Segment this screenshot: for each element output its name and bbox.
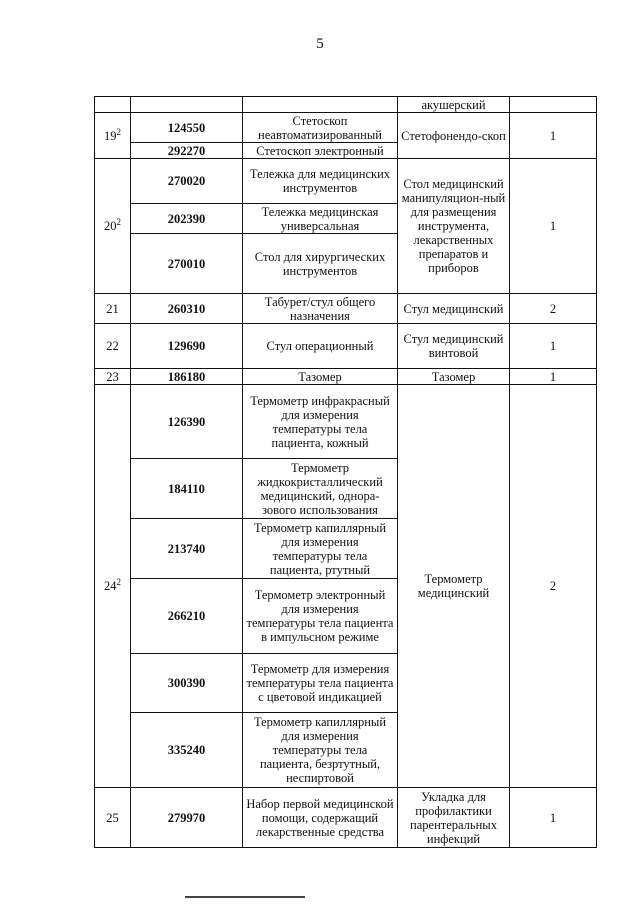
quantity: 2 [510, 385, 597, 788]
table-row [95, 788, 597, 848]
quantity: 1 [510, 159, 597, 294]
quantity: 1 [510, 324, 597, 369]
row-number: $24^2$ [95, 385, 131, 788]
row-number [95, 97, 131, 113]
equipment-type: Тазомер [398, 369, 510, 385]
table-row [95, 385, 597, 459]
row-number: $19^2$ [95, 113, 131, 159]
table-row [95, 294, 597, 324]
item-name: Термометр капиллярный для измерения температуры тела пациента, ртутный [243, 519, 398, 579]
equipment-type: Термометр медицинский [398, 385, 510, 788]
item-name: Термометр капиллярный для измерения температуры тела пациента, безртутный, неспиртовой [243, 713, 398, 788]
nkmi-code: 186180 [131, 369, 243, 385]
nkmi-code: 129690 [131, 324, 243, 369]
row-number: 23 [95, 369, 131, 385]
equipment-type: акушерский [398, 97, 510, 113]
footer-rule [185, 896, 305, 898]
quantity: 1 [510, 113, 597, 159]
row-number: 25 [95, 788, 131, 848]
item-name: Табурет/стул общего назначения [243, 294, 398, 324]
nkmi-code: 300390 [131, 654, 243, 713]
row-number: $20^2$ [95, 159, 131, 294]
item-name: Термометр для измерения температуры тела пациента с цветовой индикацией [243, 654, 398, 713]
nkmi-code: 126390 [131, 385, 243, 459]
nkmi-code: 292270 [131, 143, 243, 159]
equipment-type: Стул медицинский винтовой [398, 324, 510, 369]
quantity: 1 [510, 369, 597, 385]
item-name: Стол для хирургических инструментов [243, 234, 398, 294]
nkmi-code: 270020 [131, 159, 243, 204]
item-name: Термометр жидкокристаллический медицинский, однора-зового использования [243, 459, 398, 519]
nkmi-code: 335240 [131, 713, 243, 788]
equipment-type: Стетофонендо-скоп [398, 113, 510, 159]
item-name: Термометр электронный для измерения температуры тела пациента в импульсном режиме [243, 579, 398, 654]
item-name [243, 97, 398, 113]
nkmi-code: 266210 [131, 579, 243, 654]
nkmi-code: 184110 [131, 459, 243, 519]
row-number: 21 [95, 294, 131, 324]
table-row [95, 159, 597, 204]
nkmi-code: 124550 [131, 113, 243, 143]
quantity: 2 [510, 294, 597, 324]
item-name: Стетоскоп электронный [243, 143, 398, 159]
item-name: Набор первой медицинской помощи, содержащий лекарственные средства [243, 788, 398, 848]
quantity: 1 [510, 788, 597, 848]
equipment-type: Укладка для профилактики парентеральных инфекций [398, 788, 510, 848]
nkmi-code: 270010 [131, 234, 243, 294]
equipment-type: Стол медицинский манипуляцион-ный для размещения инструмента, лекарственных препаратов и приборов [398, 159, 510, 294]
nkmi-code: 260310 [131, 294, 243, 324]
table-row [95, 324, 597, 369]
item-name: Стул операционный [243, 324, 398, 369]
table-row [95, 113, 597, 143]
equipment-type: Стул медицинский [398, 294, 510, 324]
item-name: Тележка медицинская универсальная [243, 204, 398, 234]
nkmi-code: 213740 [131, 519, 243, 579]
page-number: 5 [316, 36, 324, 52]
quantity [510, 97, 597, 113]
nkmi-code: 202390 [131, 204, 243, 234]
equipment-table [94, 96, 597, 848]
item-name: Термометр инфракрасный для измерения температуры тела пациента, кожный [243, 385, 398, 459]
table-row [95, 97, 597, 113]
nkmi-code [131, 97, 243, 113]
item-name: Стетоскоп неавтоматизированный [243, 113, 398, 143]
item-name: Тазомер [243, 369, 398, 385]
row-number: 22 [95, 324, 131, 369]
item-name: Тележка для медицинских инструментов [243, 159, 398, 204]
table-row [95, 369, 597, 385]
nkmi-code: 279970 [131, 788, 243, 848]
